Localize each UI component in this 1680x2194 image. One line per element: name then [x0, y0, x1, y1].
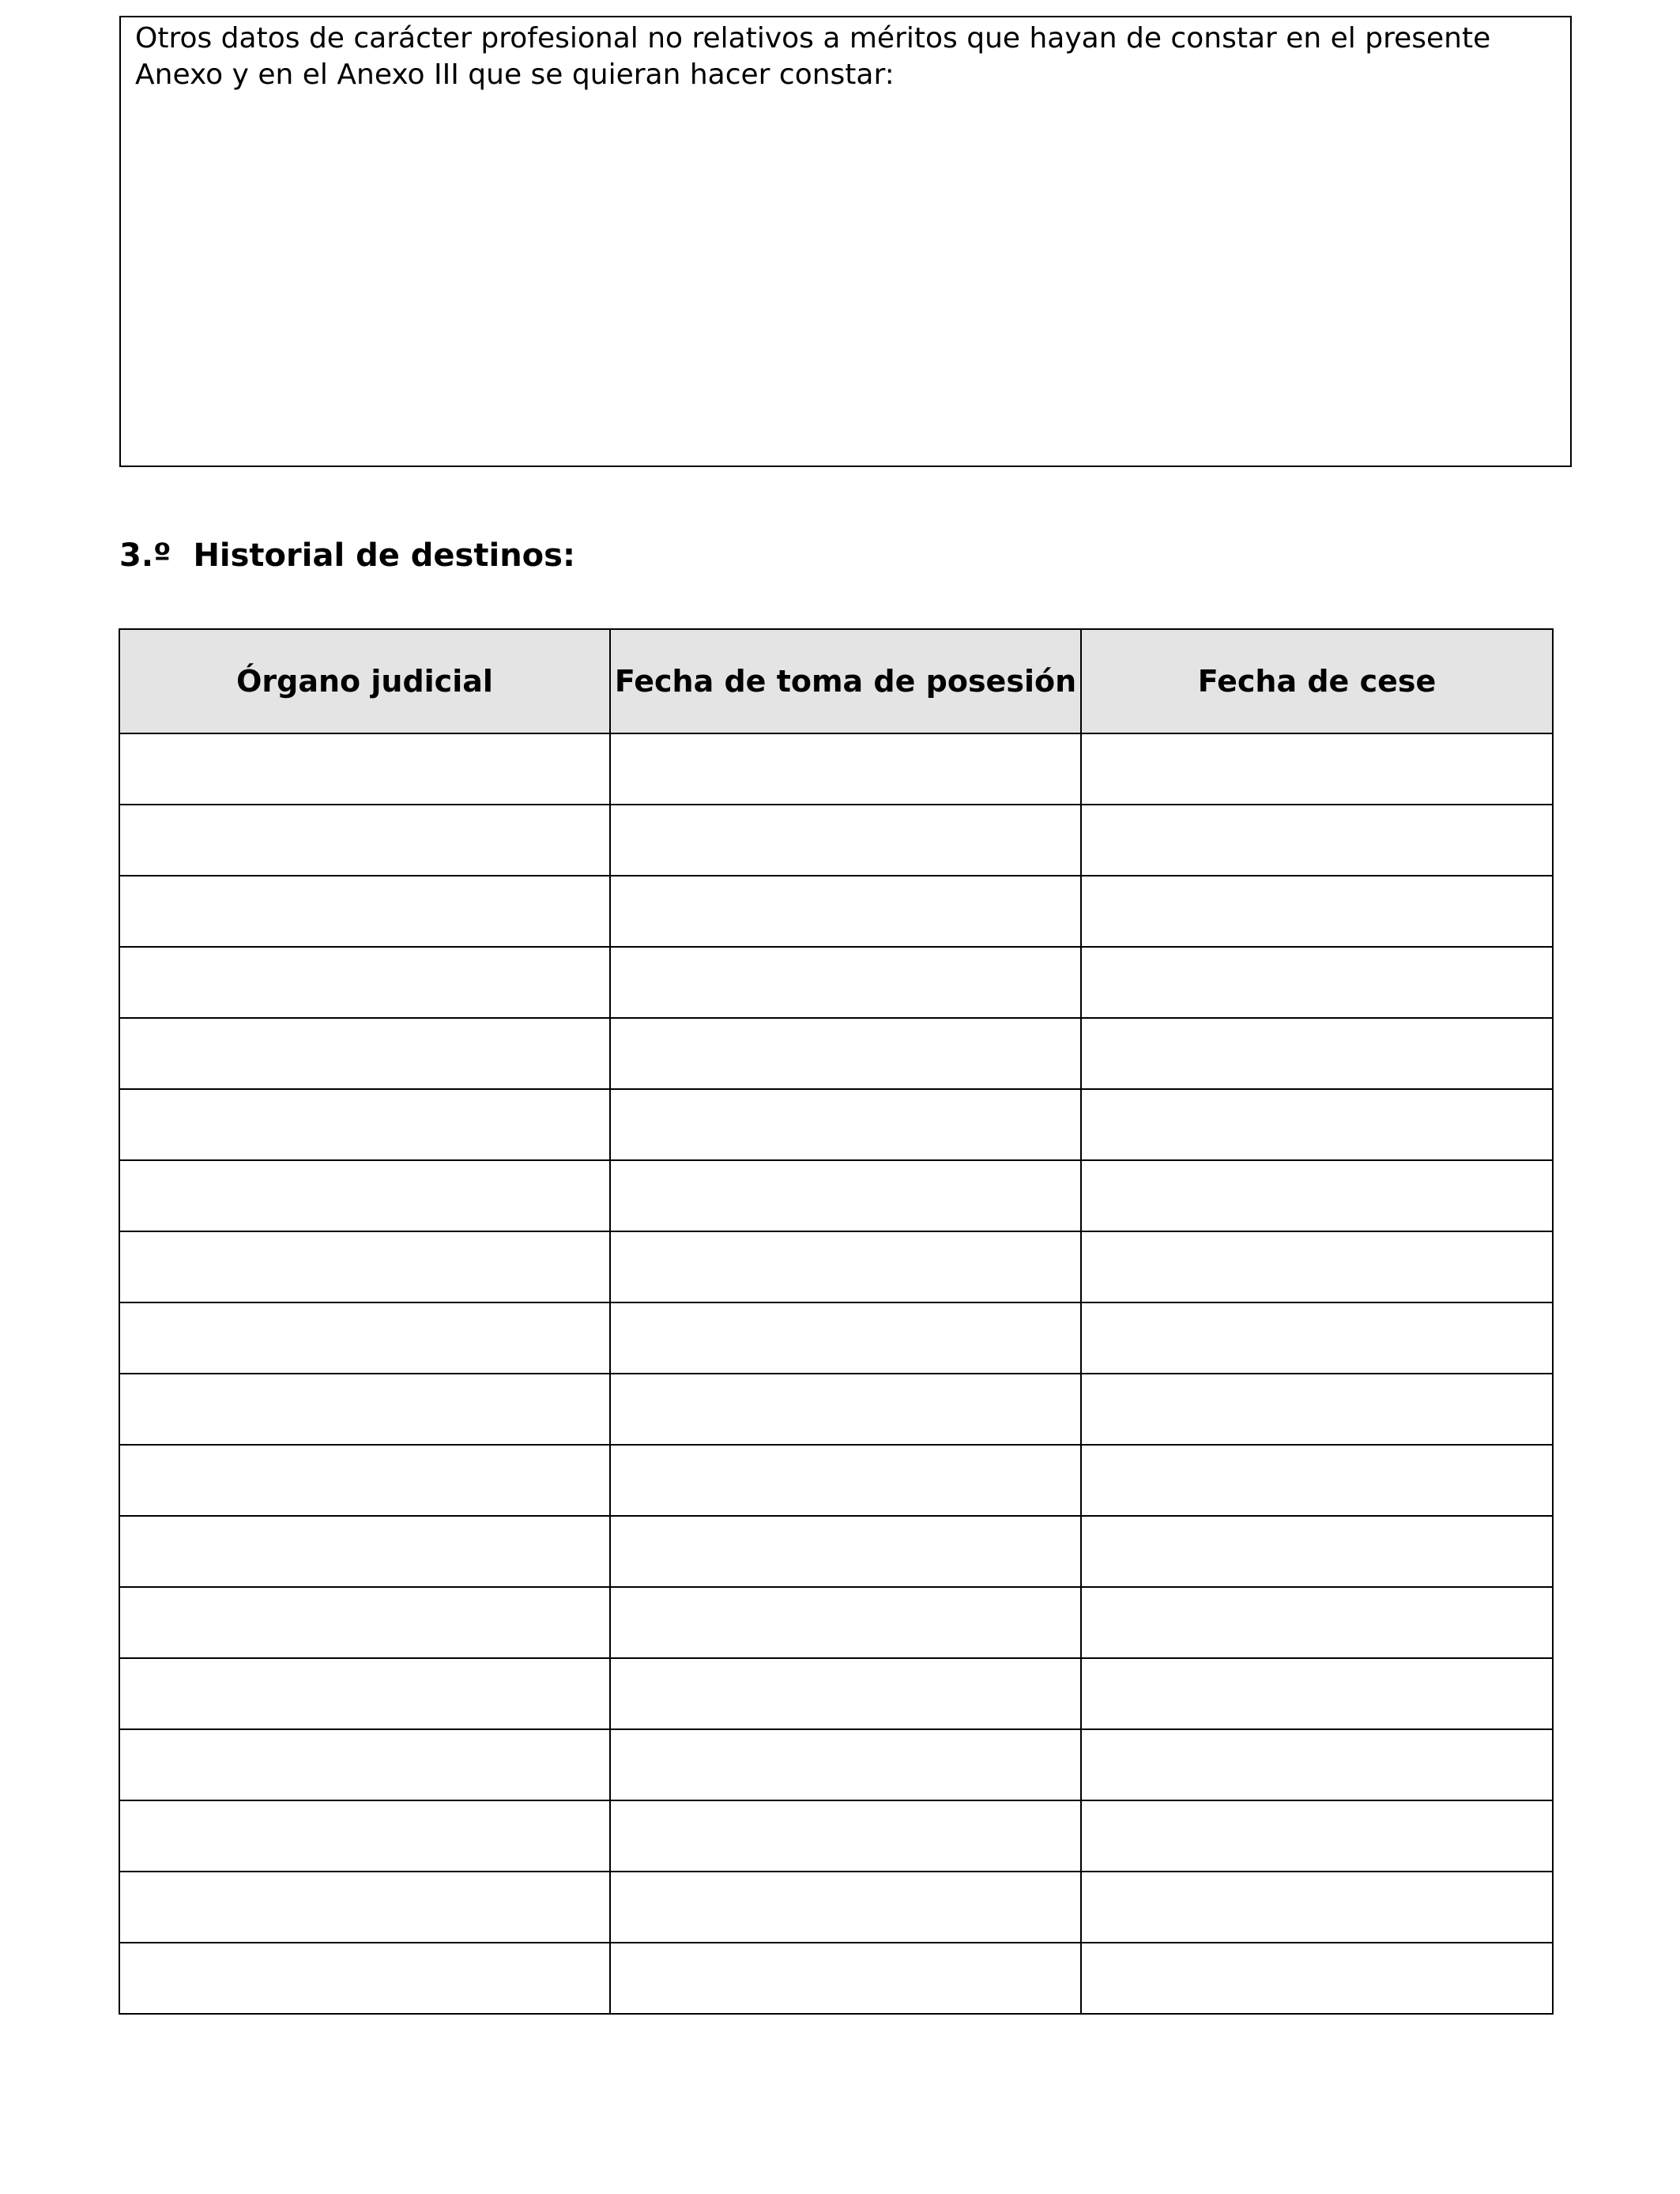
- cell-fecha-toma-posesion[interactable]: [610, 805, 1081, 876]
- cell-organo-judicial[interactable]: [119, 1943, 610, 2014]
- cell-organo-judicial[interactable]: [119, 1374, 610, 1445]
- cell-fecha-toma-posesion[interactable]: [610, 1160, 1081, 1231]
- table-row: [119, 1089, 1553, 1160]
- cell-organo-judicial[interactable]: [119, 1445, 610, 1516]
- cell-organo-judicial[interactable]: [119, 1089, 610, 1160]
- cell-organo-judicial[interactable]: [119, 1231, 610, 1302]
- cell-fecha-cese[interactable]: [1081, 805, 1553, 876]
- cell-organo-judicial[interactable]: [119, 1516, 610, 1587]
- cell-fecha-toma-posesion[interactable]: [610, 947, 1081, 1018]
- table-row: [119, 1658, 1553, 1729]
- table-row: [119, 1587, 1553, 1658]
- cell-fecha-cese[interactable]: [1081, 1374, 1553, 1445]
- table-row: [119, 1018, 1553, 1089]
- table-row: [119, 1160, 1553, 1231]
- cell-fecha-toma-posesion[interactable]: [610, 1018, 1081, 1089]
- cell-organo-judicial[interactable]: [119, 876, 610, 947]
- cell-fecha-cese[interactable]: [1081, 1658, 1553, 1729]
- cell-fecha-cese[interactable]: [1081, 876, 1553, 947]
- cell-fecha-cese[interactable]: [1081, 1231, 1553, 1302]
- table-row: [119, 1374, 1553, 1445]
- cell-fecha-toma-posesion[interactable]: [610, 1729, 1081, 1800]
- table-row: [119, 1445, 1553, 1516]
- table-row: [119, 1231, 1553, 1302]
- cell-fecha-cese[interactable]: [1081, 1445, 1553, 1516]
- table-row: [119, 1302, 1553, 1374]
- cell-fecha-cese[interactable]: [1081, 1943, 1553, 2014]
- cell-fecha-toma-posesion[interactable]: [610, 1302, 1081, 1374]
- cell-fecha-cese[interactable]: [1081, 1729, 1553, 1800]
- table-row: [119, 1516, 1553, 1587]
- column-header-fecha-cese: Fecha de cese: [1081, 629, 1553, 733]
- cell-fecha-toma-posesion[interactable]: [610, 1231, 1081, 1302]
- cell-fecha-cese[interactable]: [1081, 1160, 1553, 1231]
- table-row: [119, 1943, 1553, 2014]
- table-row: [119, 805, 1553, 876]
- historial-destinos-table: [119, 628, 1554, 2015]
- table-row: [119, 1729, 1553, 1800]
- cell-organo-judicial[interactable]: [119, 805, 610, 876]
- cell-fecha-cese[interactable]: [1081, 1800, 1553, 1872]
- cell-organo-judicial[interactable]: [119, 1587, 610, 1658]
- table-row: [119, 733, 1553, 805]
- cell-fecha-toma-posesion[interactable]: [610, 1445, 1081, 1516]
- cell-organo-judicial[interactable]: [119, 1658, 610, 1729]
- section-heading-historial-destinos: 3.º Historial de destinos:: [119, 537, 575, 574]
- other-professional-data-label: Otros datos de carácter profesional no relativos a méritos que hayan de constar en el presente Anexo y en el Anexo III que se quieran hacer constar:: [135, 22, 1491, 91]
- cell-fecha-toma-posesion[interactable]: [610, 733, 1081, 805]
- cell-fecha-toma-posesion[interactable]: [610, 1943, 1081, 2014]
- cell-fecha-cese[interactable]: [1081, 1516, 1553, 1587]
- cell-fecha-toma-posesion[interactable]: [610, 1658, 1081, 1729]
- cell-fecha-toma-posesion[interactable]: [610, 1516, 1081, 1587]
- column-header-fecha-toma-posesion: Fecha de toma de posesión: [610, 629, 1081, 733]
- table-row: [119, 1872, 1553, 1943]
- cell-organo-judicial[interactable]: [119, 1872, 610, 1943]
- cell-fecha-toma-posesion[interactable]: [610, 1587, 1081, 1658]
- cell-organo-judicial[interactable]: [119, 1160, 610, 1231]
- cell-organo-judicial[interactable]: [119, 733, 610, 805]
- table-row: [119, 947, 1553, 1018]
- cell-organo-judicial[interactable]: [119, 1800, 610, 1872]
- cell-fecha-cese[interactable]: [1081, 1302, 1553, 1374]
- cell-organo-judicial[interactable]: [119, 1729, 610, 1800]
- cell-organo-judicial[interactable]: [119, 1302, 610, 1374]
- cell-fecha-toma-posesion[interactable]: [610, 876, 1081, 947]
- cell-fecha-cese[interactable]: [1081, 1587, 1553, 1658]
- cell-fecha-toma-posesion[interactable]: [610, 1872, 1081, 1943]
- table-row: [119, 876, 1553, 947]
- table-body: [119, 733, 1553, 2014]
- cell-fecha-cese[interactable]: [1081, 733, 1553, 805]
- cell-fecha-toma-posesion[interactable]: [610, 1374, 1081, 1445]
- cell-fecha-toma-posesion[interactable]: [610, 1800, 1081, 1872]
- cell-fecha-cese[interactable]: [1081, 1018, 1553, 1089]
- column-header-organo-judicial: Órgano judicial: [119, 629, 610, 733]
- cell-organo-judicial[interactable]: [119, 947, 610, 1018]
- cell-fecha-cese[interactable]: [1081, 1089, 1553, 1160]
- cell-fecha-cese[interactable]: [1081, 1872, 1553, 1943]
- cell-fecha-toma-posesion[interactable]: [610, 1089, 1081, 1160]
- table-header-row: [119, 629, 1553, 733]
- cell-organo-judicial[interactable]: [119, 1018, 610, 1089]
- table-row: [119, 1800, 1553, 1872]
- other-professional-data-box[interactable]: [119, 16, 1572, 467]
- cell-fecha-cese[interactable]: [1081, 947, 1553, 1018]
